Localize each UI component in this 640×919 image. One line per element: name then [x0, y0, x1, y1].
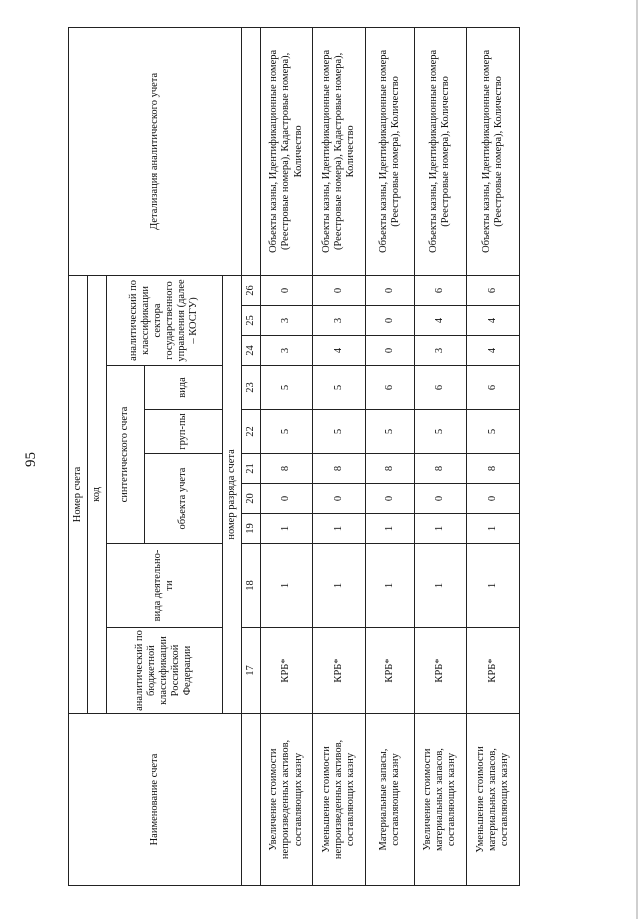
cell: 4 — [313, 336, 366, 366]
cell: 1 — [366, 514, 414, 544]
column-number: 19 — [241, 514, 260, 544]
cell: 0 — [366, 336, 414, 366]
cell: 1 — [313, 544, 366, 628]
cell: 1 — [467, 514, 520, 544]
cell: 8 — [467, 454, 520, 484]
column-number: 21 — [241, 454, 260, 484]
column-number — [241, 27, 260, 275]
cell: КРБ* — [414, 628, 467, 714]
header-group: груп-пы — [144, 410, 222, 454]
cell: 6 — [414, 275, 467, 305]
table-row — [260, 27, 313, 885]
column-number: 26 — [241, 275, 260, 305]
cell: 0 — [467, 484, 520, 514]
row-name: Материальные запасы, составляющие казну — [366, 714, 414, 886]
column-number-row — [241, 27, 260, 885]
column-number: 24 — [241, 336, 260, 366]
cell: 5 — [260, 410, 313, 454]
cell: 5 — [313, 366, 366, 410]
column-number: 23 — [241, 366, 260, 410]
row-detail: Объекты казны, Идентификационные номера (Реестровые номера), Кадастровые номера), Количество — [260, 27, 313, 275]
header-detail: Детализация аналитического учета — [69, 27, 242, 275]
row-name: Уменьшение стоимости материальных запасов, составляющих казну — [467, 714, 520, 886]
header-object: объекта учета — [144, 454, 222, 544]
cell: 3 — [414, 336, 467, 366]
cell: 8 — [414, 454, 467, 484]
cell: 4 — [467, 306, 520, 336]
cell: 1 — [260, 544, 313, 628]
table-row — [313, 27, 366, 885]
table-row — [366, 27, 414, 885]
cell: 5 — [414, 410, 467, 454]
table-row — [414, 27, 467, 885]
cell: 5 — [366, 410, 414, 454]
cell: 1 — [414, 514, 467, 544]
cell: 1 — [366, 544, 414, 628]
cell: 1 — [414, 544, 467, 628]
cell: 1 — [467, 544, 520, 628]
cell: 1 — [313, 514, 366, 544]
column-number: 18 — [241, 544, 260, 628]
cell: 3 — [260, 336, 313, 366]
header-kosgu: аналитический по классификации сектора государственного управления (далее – КОСГУ) — [106, 275, 222, 365]
cell: 3 — [260, 306, 313, 336]
cell: 5 — [467, 410, 520, 454]
cell: 4 — [414, 306, 467, 336]
header-name: Наименование счета — [69, 714, 242, 886]
cell: 1 — [260, 514, 313, 544]
column-number — [241, 714, 260, 886]
row-name: Уменьшение стоимости непроизведенных активов, составляющих казну — [313, 714, 366, 886]
cell: 0 — [260, 484, 313, 514]
cell: 8 — [366, 454, 414, 484]
header-synthetic: синтетического счета — [106, 366, 144, 544]
table-row — [467, 27, 520, 885]
header-code: код — [87, 275, 106, 713]
cell: 0 — [366, 306, 414, 336]
column-number: 17 — [241, 628, 260, 714]
account-table — [68, 27, 520, 886]
cell: 6 — [467, 366, 520, 410]
column-number: 22 — [241, 410, 260, 454]
row-detail: Объекты казны, Идентификационные номера (Реестровые номера), Количество — [366, 27, 414, 275]
cell: КРБ* — [260, 628, 313, 714]
cell: КРБ* — [313, 628, 366, 714]
row-name: Увеличение стоимости материальных запасов, составляющих казну — [414, 714, 467, 886]
row-detail: Объекты казны, Идентификационные номера (Реестровые номера), Количество — [414, 27, 467, 275]
cell: 0 — [260, 275, 313, 305]
cell: 0 — [366, 484, 414, 514]
header-digit: номер разряда счета — [222, 275, 241, 713]
header-activity-type: вида деятельно-ти — [106, 544, 222, 628]
cell: 0 — [313, 275, 366, 305]
cell: 0 — [366, 275, 414, 305]
column-number: 20 — [241, 484, 260, 514]
cell: 3 — [313, 306, 366, 336]
cell: 6 — [414, 366, 467, 410]
rotated-table-wrapper — [68, 28, 520, 886]
cell: 5 — [313, 410, 366, 454]
header-account-number: Номер счета — [69, 275, 88, 713]
cell: 0 — [313, 484, 366, 514]
header-analytical-budget: аналитический по бюджетной классификации Российской Федерации — [106, 628, 222, 714]
cell: 0 — [414, 484, 467, 514]
cell: КРБ* — [467, 628, 520, 714]
page-number: 95 — [23, 452, 39, 468]
column-number: 25 — [241, 306, 260, 336]
page-edge — [636, 0, 638, 919]
row-name: Увеличение стоимости непроизведенных активов, составляющих казну — [260, 714, 313, 886]
cell: КРБ* — [366, 628, 414, 714]
row-detail: Объекты казны, Идентификационные номера (Реестровые номера), Кадастровые номера), Количество — [313, 27, 366, 275]
cell: 4 — [467, 336, 520, 366]
cell: 6 — [366, 366, 414, 410]
header-kind: вида — [144, 366, 222, 410]
row-detail: Объекты казны, Идентификационные номера (Реестровые номера), Количество — [467, 27, 520, 275]
cell: 5 — [260, 366, 313, 410]
cell: 8 — [260, 454, 313, 484]
cell: 6 — [467, 275, 520, 305]
cell: 8 — [313, 454, 366, 484]
